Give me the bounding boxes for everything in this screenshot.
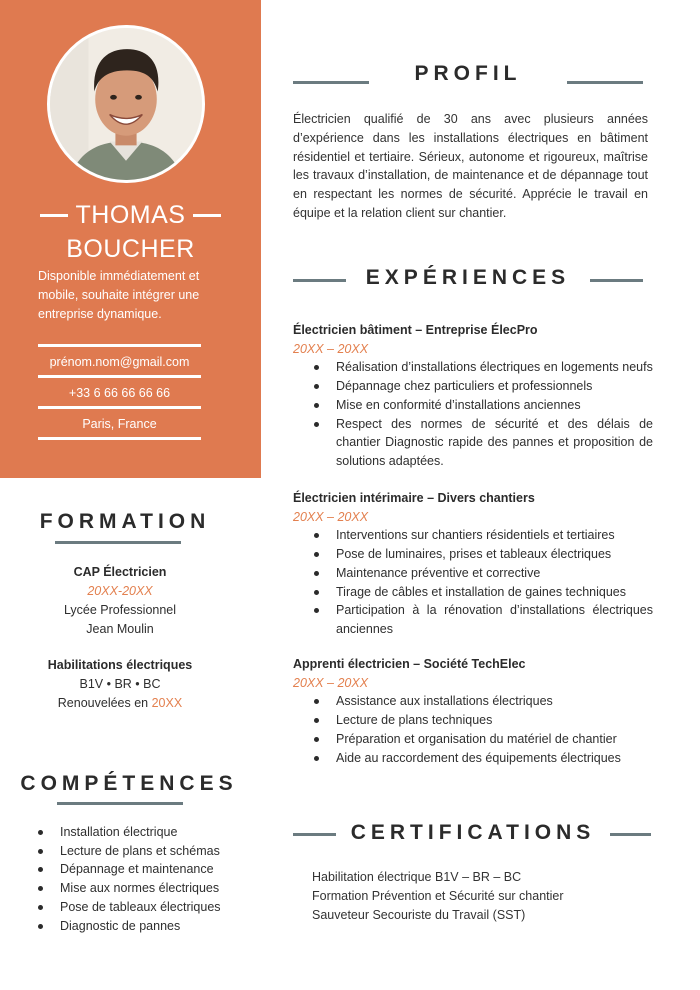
task-label: Tirage de câbles et installation de gaines techniques [336,584,627,599]
competences-underline [57,802,183,805]
formation-renewed [0,694,240,713]
bullet-icon [38,905,43,910]
phone-text: +33 6 66 66 66 66 [68,386,171,400]
bullet-icon [38,886,43,891]
job-entry [293,321,653,471]
task-label: Dépannage chez particuliers et professionnels [336,379,593,394]
experiences-heading: EXPÉRIENCES [365,266,571,289]
list-item [314,377,653,396]
job-entry [293,655,653,767]
formation-detail: B1V • BR • BC [79,677,161,691]
task-label: Préparation et organisation du matériel de chantier [336,731,617,746]
skill-label: Dépannage et maintenance [60,862,214,877]
email-text: prénom.nom@gmail.com [49,355,190,369]
list-item [314,396,653,415]
formation-heading: FORMATION [39,510,211,533]
experiences-heading-row [293,266,643,290]
certification-item: Habilitation électrique B1V – BR – BC [312,870,522,884]
heading-line-left [293,279,346,282]
formation-title: Habilitations électriques [47,658,193,672]
formation-school: Lycée Professionnel Jean Moulin [63,603,177,636]
first-name: THOMAS [75,201,186,229]
profile-photo [50,28,202,180]
job-tasks [314,358,653,470]
bullet-icon [38,867,43,872]
list-item [314,711,653,730]
skill-label: Mise aux normes électriques [60,881,220,896]
bullet-icon [314,718,319,723]
task-label: Mise en conformité d’installations anciennes [336,397,581,412]
heading-line-right [610,833,651,836]
job-tasks [314,692,653,767]
list-item [38,917,221,936]
name-line-right [193,214,221,217]
name-second-row [0,234,261,264]
certifications-heading: CERTIFICATIONS [350,821,596,844]
list-item [38,823,221,842]
sidebar-panel [0,0,261,478]
location-text: Paris, France [82,417,157,431]
job-title: Électricien bâtiment – Entreprise ÉlecPro [293,323,538,337]
bullet-icon [314,608,319,613]
list-item [38,842,221,861]
last-name: BOUCHER [66,235,195,263]
skills-list [38,823,221,935]
list-item [38,898,221,917]
availability-text: Disponible immédiatement et mobile, souhaite intégrer une entreprise dynamique. [38,269,200,321]
skill-label: Installation électrique [60,825,178,839]
job-date: 20XX – 20XX [293,509,369,524]
heading-line-left [293,833,336,836]
bullet-icon [38,849,43,854]
bullet-icon [314,365,319,370]
task-label: Réalisation d’installations électriques en logements neufs [336,360,653,375]
list-item [38,860,221,879]
list-item [314,358,653,377]
list-item [314,564,653,583]
contact-divider [38,437,201,440]
skill-label: Pose de tableaux électriques [60,899,221,914]
bullet-icon [314,699,319,704]
bullet-icon [314,403,319,408]
list-item [314,583,653,602]
bullet-icon [38,830,43,835]
task-label: Participation à la rénovation d’installations électriques anciennes [336,603,653,636]
contact-divider [38,406,201,409]
task-label: Pose de luminaires, prises et tableaux électriques [336,547,612,562]
bullet-icon [314,756,319,761]
certifications-list [312,868,564,924]
list-item [314,601,653,638]
formation-title: CAP Électricien [73,565,167,579]
contact-divider [38,344,201,347]
certification-item: Sauveteur Secouriste du Travail (SST) [312,907,526,922]
list-item [314,730,653,749]
formation-entry [0,563,240,639]
bullet-icon [314,422,319,427]
task-label: Interventions sur chantiers résidentiels et tertiaires [336,528,615,543]
competences-heading: COMPÉTENCES [20,772,238,795]
renewed-prefix: Renouvelées en [57,696,152,710]
list-item [314,749,653,768]
profile-paragraph: Électricien qualifié de 30 ans avec plusieurs années d’expérience dans les installations électriques en bâtiment résidentiel et tertiaire. Sérieux, autonome et rigoureux, maîtrise les travaux d’installation, de maintenance et de dépannage tout en respectant les normes de sécurité. Apprécie le travail en équipe et la relation client sur chantier. [293,112,648,220]
avatar [47,25,205,183]
job-title: Apprenti électricien – Société TechElec [293,657,526,671]
bullet-icon [314,384,319,389]
bullet-icon [314,571,319,576]
list-item [314,415,653,471]
name-line-left [40,214,68,217]
skill-label: Diagnostic de pannes [60,918,181,933]
job-date: 20XX – 20XX [293,341,369,356]
certifications-heading-row [293,821,651,845]
formation-date: 20XX-20XX [87,584,153,598]
list-item [314,692,653,711]
job-tasks [314,526,653,638]
renewed-year: 20XX [151,696,183,710]
list-item [314,545,653,564]
contact-divider [38,375,201,378]
bullet-icon [314,737,319,742]
task-label: Maintenance préventive et corrective [336,565,541,580]
task-label: Aide au raccordement des équipements électriques [336,750,621,765]
certification-item: Formation Prévention et Sécurité sur chantier [312,888,564,903]
name-first-row [0,200,261,230]
formation-underline [55,541,181,544]
heading-line-left [293,81,369,84]
profil-heading-row [293,62,643,86]
job-entry [293,489,653,639]
bullet-icon [314,590,319,595]
job-title: Électricien intérimaire – Divers chantiers [293,491,535,505]
formation-entry [0,656,240,713]
job-date: 20XX – 20XX [293,675,369,690]
list-item [38,879,221,898]
skill-label: Lecture de plans et schémas [60,843,220,858]
bullet-icon [314,533,319,538]
profil-heading: PROFIL [414,62,522,85]
list-item [314,526,653,545]
heading-line-right [590,279,643,282]
bullet-icon [314,552,319,557]
heading-line-right [567,81,643,84]
task-label: Assistance aux installations électriques [336,694,553,709]
task-label: Lecture de plans techniques [336,713,493,728]
task-label: Respect des normes de sécurité et des délais de chantier Diagnostic rapide des pannes et proposition de solutions adaptées. [336,416,653,468]
bullet-icon [38,924,43,929]
